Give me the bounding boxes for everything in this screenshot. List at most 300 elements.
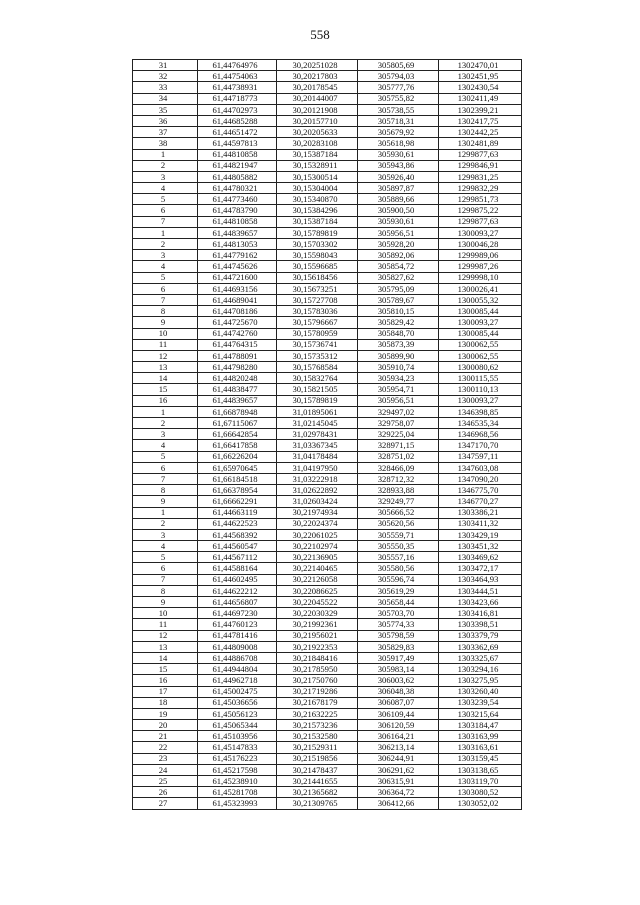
y-coordinate-cell: 1299831,25	[439, 171, 522, 182]
point-number-cell: 3	[133, 529, 198, 540]
table-row	[133, 272, 522, 283]
point-number-cell: 7	[133, 473, 198, 484]
table-row	[133, 71, 522, 82]
y-coordinate-cell: 1300093,27	[439, 227, 522, 238]
latitude-cell: 61,44764976	[198, 60, 277, 71]
table-row	[133, 641, 522, 652]
longitude-cell: 30,22136905	[277, 552, 358, 563]
longitude-cell: 30,15821505	[277, 384, 358, 395]
x-coordinate-cell: 305738,55	[358, 104, 439, 115]
point-number-cell: 33	[133, 82, 198, 93]
latitude-cell: 61,44773460	[198, 194, 277, 205]
x-coordinate-cell: 305954,71	[358, 384, 439, 395]
table-row	[133, 149, 522, 160]
point-number-cell: 5	[133, 451, 198, 462]
table-row	[133, 328, 522, 339]
table-row	[133, 239, 522, 250]
latitude-cell: 61,44779162	[198, 250, 277, 261]
point-number-cell: 2	[133, 239, 198, 250]
latitude-cell: 61,44838477	[198, 384, 277, 395]
longitude-cell: 30,15598043	[277, 250, 358, 261]
y-coordinate-cell: 1300046,28	[439, 239, 522, 250]
x-coordinate-cell: 305892,06	[358, 250, 439, 261]
point-number-cell: 25	[133, 776, 198, 787]
table-row	[133, 485, 522, 496]
latitude-cell: 61,44781416	[198, 630, 277, 641]
x-coordinate-cell: 306244,91	[358, 753, 439, 764]
longitude-cell: 30,15789819	[277, 227, 358, 238]
coordinates-table	[132, 59, 522, 810]
point-number-cell: 13	[133, 641, 198, 652]
longitude-cell: 30,15783036	[277, 306, 358, 317]
latitude-cell: 61,44588164	[198, 563, 277, 574]
point-number-cell: 4	[133, 261, 198, 272]
page-number: 558	[310, 27, 330, 42]
latitude-cell: 61,44813053	[198, 239, 277, 250]
table-row	[133, 362, 522, 373]
x-coordinate-cell: 305679,92	[358, 127, 439, 138]
y-coordinate-cell: 1347170,70	[439, 440, 522, 451]
table-row	[133, 216, 522, 227]
y-coordinate-cell: 1300080,62	[439, 362, 522, 373]
y-coordinate-cell: 1303080,52	[439, 787, 522, 798]
x-coordinate-cell: 305848,70	[358, 328, 439, 339]
latitude-cell: 61,44702973	[198, 104, 277, 115]
table-row	[133, 261, 522, 272]
latitude-cell: 61,44839657	[198, 395, 277, 406]
y-coordinate-cell: 1302399,21	[439, 104, 522, 115]
x-coordinate-cell: 305794,03	[358, 71, 439, 82]
y-coordinate-cell: 1300085,44	[439, 306, 522, 317]
x-coordinate-cell: 305810,15	[358, 306, 439, 317]
table-row	[133, 585, 522, 596]
latitude-cell: 61,44886708	[198, 652, 277, 663]
longitude-cell: 30,22140465	[277, 563, 358, 574]
latitude-cell: 61,45176223	[198, 753, 277, 764]
coordinates-table-body	[133, 60, 522, 810]
table-row	[133, 93, 522, 104]
table-row	[133, 283, 522, 294]
table-row	[133, 708, 522, 719]
y-coordinate-cell: 1346968,56	[439, 429, 522, 440]
latitude-cell: 61,44809008	[198, 641, 277, 652]
latitude-cell: 61,44810858	[198, 216, 277, 227]
table-row	[133, 742, 522, 753]
longitude-cell: 31,02603424	[277, 496, 358, 507]
latitude-cell: 61,44718773	[198, 93, 277, 104]
longitude-cell: 30,21519856	[277, 753, 358, 764]
x-coordinate-cell: 305798,59	[358, 630, 439, 641]
x-coordinate-cell: 305910,74	[358, 362, 439, 373]
y-coordinate-cell: 1303184,47	[439, 720, 522, 731]
point-number-cell: 8	[133, 485, 198, 496]
y-coordinate-cell: 1303362,69	[439, 641, 522, 652]
point-number-cell: 14	[133, 652, 198, 663]
point-number-cell: 14	[133, 373, 198, 384]
y-coordinate-cell: 1299832,29	[439, 183, 522, 194]
table-row	[133, 776, 522, 787]
y-coordinate-cell: 1303138,65	[439, 764, 522, 775]
point-number-cell: 20	[133, 720, 198, 731]
latitude-cell: 61,45002475	[198, 686, 277, 697]
x-coordinate-cell: 305829,42	[358, 317, 439, 328]
latitude-cell: 61,44760123	[198, 619, 277, 630]
table-row	[133, 619, 522, 630]
longitude-cell: 30,21719286	[277, 686, 358, 697]
longitude-cell: 30,15789819	[277, 395, 358, 406]
y-coordinate-cell: 1300093,27	[439, 317, 522, 328]
table-row	[133, 127, 522, 138]
longitude-cell: 30,21529311	[277, 742, 358, 753]
point-number-cell: 36	[133, 115, 198, 126]
latitude-cell: 61,44962718	[198, 675, 277, 686]
latitude-cell: 61,66878948	[198, 406, 277, 417]
latitude-cell: 61,45103956	[198, 731, 277, 742]
longitude-cell: 30,15596685	[277, 261, 358, 272]
latitude-cell: 61,44742760	[198, 328, 277, 339]
y-coordinate-cell: 1300110,13	[439, 384, 522, 395]
longitude-cell: 30,15328911	[277, 160, 358, 171]
latitude-cell: 61,45323993	[198, 798, 277, 809]
y-coordinate-cell: 1347597,11	[439, 451, 522, 462]
longitude-cell: 30,21441655	[277, 776, 358, 787]
table-row	[133, 384, 522, 395]
latitude-cell: 61,44689041	[198, 294, 277, 305]
latitude-cell: 61,44783790	[198, 205, 277, 216]
y-coordinate-cell: 1303159,45	[439, 753, 522, 764]
y-coordinate-cell: 1303444,51	[439, 585, 522, 596]
x-coordinate-cell: 305789,67	[358, 294, 439, 305]
point-number-cell: 16	[133, 395, 198, 406]
point-number-cell: 11	[133, 339, 198, 350]
table-row	[133, 787, 522, 798]
y-coordinate-cell: 1299877,63	[439, 216, 522, 227]
point-number-cell: 3	[133, 250, 198, 261]
latitude-cell: 61,44622523	[198, 518, 277, 529]
table-row	[133, 720, 522, 731]
latitude-cell: 61,45217598	[198, 764, 277, 775]
point-number-cell: 7	[133, 574, 198, 585]
table-row	[133, 563, 522, 574]
point-number-cell: 17	[133, 686, 198, 697]
x-coordinate-cell: 305618,98	[358, 138, 439, 149]
latitude-cell: 61,66378954	[198, 485, 277, 496]
point-number-cell: 1	[133, 406, 198, 417]
point-number-cell: 12	[133, 630, 198, 641]
point-number-cell: 37	[133, 127, 198, 138]
latitude-cell: 61,66226204	[198, 451, 277, 462]
longitude-cell: 30,15735312	[277, 350, 358, 361]
y-coordinate-cell: 1299875,22	[439, 205, 522, 216]
latitude-cell: 61,45147833	[198, 742, 277, 753]
latitude-cell: 61,45281708	[198, 787, 277, 798]
table-row	[133, 395, 522, 406]
table-row	[133, 115, 522, 126]
latitude-cell: 61,66642854	[198, 429, 277, 440]
longitude-cell: 30,20205633	[277, 127, 358, 138]
table-row	[133, 507, 522, 518]
longitude-cell: 30,20251028	[277, 60, 358, 71]
point-number-cell: 26	[133, 787, 198, 798]
x-coordinate-cell: 305956,51	[358, 227, 439, 238]
table-row	[133, 406, 522, 417]
y-coordinate-cell: 1300085,44	[439, 328, 522, 339]
longitude-cell: 30,22024374	[277, 518, 358, 529]
point-number-cell: 18	[133, 697, 198, 708]
latitude-cell: 61,44810858	[198, 149, 277, 160]
x-coordinate-cell: 306164,21	[358, 731, 439, 742]
point-number-cell: 8	[133, 585, 198, 596]
point-number-cell: 9	[133, 597, 198, 608]
longitude-cell: 30,20144007	[277, 93, 358, 104]
y-coordinate-cell: 1303260,40	[439, 686, 522, 697]
point-number-cell: 12	[133, 350, 198, 361]
x-coordinate-cell: 306291,62	[358, 764, 439, 775]
x-coordinate-cell: 305930,61	[358, 149, 439, 160]
x-coordinate-cell: 305827,62	[358, 272, 439, 283]
x-coordinate-cell: 305829,83	[358, 641, 439, 652]
latitude-cell: 61,44725670	[198, 317, 277, 328]
latitude-cell: 61,45238910	[198, 776, 277, 787]
y-coordinate-cell: 1299846,91	[439, 160, 522, 171]
y-coordinate-cell: 1302470,01	[439, 60, 522, 71]
point-number-cell: 38	[133, 138, 198, 149]
x-coordinate-cell: 306412,66	[358, 798, 439, 809]
table-row	[133, 350, 522, 361]
latitude-cell: 61,44798280	[198, 362, 277, 373]
y-coordinate-cell: 1303294,16	[439, 664, 522, 675]
x-coordinate-cell: 328466,09	[358, 462, 439, 473]
point-number-cell: 31	[133, 60, 198, 71]
latitude-cell: 61,44663119	[198, 507, 277, 518]
longitude-cell: 30,15340870	[277, 194, 358, 205]
point-number-cell: 1	[133, 149, 198, 160]
longitude-cell: 30,21750760	[277, 675, 358, 686]
longitude-cell: 30,21678179	[277, 697, 358, 708]
x-coordinate-cell: 305666,52	[358, 507, 439, 518]
table-row	[133, 183, 522, 194]
longitude-cell: 30,15796667	[277, 317, 358, 328]
x-coordinate-cell: 329497,02	[358, 406, 439, 417]
table-row	[133, 664, 522, 675]
longitude-cell: 30,21632225	[277, 708, 358, 719]
x-coordinate-cell: 306213,14	[358, 742, 439, 753]
x-coordinate-cell: 329225,04	[358, 429, 439, 440]
point-number-cell: 2	[133, 518, 198, 529]
latitude-cell: 61,44568392	[198, 529, 277, 540]
y-coordinate-cell: 1303423,66	[439, 597, 522, 608]
longitude-cell: 30,15703302	[277, 239, 358, 250]
longitude-cell: 30,15736741	[277, 339, 358, 350]
x-coordinate-cell: 305899,90	[358, 350, 439, 361]
x-coordinate-cell: 306003,62	[358, 675, 439, 686]
latitude-cell: 61,67115067	[198, 418, 277, 429]
y-coordinate-cell: 1303469,62	[439, 552, 522, 563]
table-row	[133, 373, 522, 384]
latitude-cell: 61,44721600	[198, 272, 277, 283]
y-coordinate-cell: 1299877,63	[439, 149, 522, 160]
longitude-cell: 30,15673251	[277, 283, 358, 294]
y-coordinate-cell: 1303464,93	[439, 574, 522, 585]
y-coordinate-cell: 1300062,55	[439, 339, 522, 350]
longitude-cell: 30,22102974	[277, 541, 358, 552]
table-row	[133, 339, 522, 350]
y-coordinate-cell: 1303429,19	[439, 529, 522, 540]
point-number-cell: 10	[133, 328, 198, 339]
longitude-cell: 31,04178484	[277, 451, 358, 462]
longitude-cell: 31,04197950	[277, 462, 358, 473]
y-coordinate-cell: 1303386,21	[439, 507, 522, 518]
y-coordinate-cell: 1347090,20	[439, 473, 522, 484]
latitude-cell: 61,66184518	[198, 473, 277, 484]
table-row	[133, 418, 522, 429]
longitude-cell: 30,15384296	[277, 205, 358, 216]
table-row	[133, 518, 522, 529]
y-coordinate-cell: 1303119,70	[439, 776, 522, 787]
table-row	[133, 496, 522, 507]
table-row	[133, 194, 522, 205]
x-coordinate-cell: 305755,82	[358, 93, 439, 104]
table-row	[133, 552, 522, 563]
longitude-cell: 30,22045522	[277, 597, 358, 608]
table-row	[133, 82, 522, 93]
point-number-cell: 5	[133, 272, 198, 283]
point-number-cell: 15	[133, 664, 198, 675]
y-coordinate-cell: 1346775,70	[439, 485, 522, 496]
longitude-cell: 30,20217803	[277, 71, 358, 82]
table-row	[133, 686, 522, 697]
longitude-cell: 30,15832764	[277, 373, 358, 384]
longitude-cell: 30,20178545	[277, 82, 358, 93]
latitude-cell: 61,66417858	[198, 440, 277, 451]
x-coordinate-cell: 305934,23	[358, 373, 439, 384]
y-coordinate-cell: 1346535,34	[439, 418, 522, 429]
y-coordinate-cell: 1300055,32	[439, 294, 522, 305]
y-coordinate-cell: 1302451,95	[439, 71, 522, 82]
longitude-cell: 30,15768584	[277, 362, 358, 373]
longitude-cell: 30,21365682	[277, 787, 358, 798]
point-number-cell: 15	[133, 384, 198, 395]
x-coordinate-cell: 306364,72	[358, 787, 439, 798]
y-coordinate-cell: 1303052,02	[439, 798, 522, 809]
y-coordinate-cell: 1302411,49	[439, 93, 522, 104]
latitude-cell: 61,44821947	[198, 160, 277, 171]
x-coordinate-cell: 305620,56	[358, 518, 439, 529]
point-number-cell: 3	[133, 171, 198, 182]
longitude-cell: 30,21848416	[277, 652, 358, 663]
longitude-cell: 30,21922353	[277, 641, 358, 652]
latitude-cell: 61,45065344	[198, 720, 277, 731]
longitude-cell: 30,21956021	[277, 630, 358, 641]
point-number-cell: 24	[133, 764, 198, 775]
table-row	[133, 205, 522, 216]
x-coordinate-cell: 305777,76	[358, 82, 439, 93]
longitude-cell: 30,15780959	[277, 328, 358, 339]
y-coordinate-cell: 1303416,81	[439, 608, 522, 619]
latitude-cell: 61,44693156	[198, 283, 277, 294]
latitude-cell: 61,44602495	[198, 574, 277, 585]
x-coordinate-cell: 305930,61	[358, 216, 439, 227]
longitude-cell: 30,22086625	[277, 585, 358, 596]
point-number-cell: 22	[133, 742, 198, 753]
x-coordinate-cell: 305658,44	[358, 597, 439, 608]
point-number-cell: 2	[133, 418, 198, 429]
latitude-cell: 61,44839657	[198, 227, 277, 238]
y-coordinate-cell: 1303163,61	[439, 742, 522, 753]
x-coordinate-cell: 306048,38	[358, 686, 439, 697]
latitude-cell: 61,44820248	[198, 373, 277, 384]
longitude-cell: 31,03222918	[277, 473, 358, 484]
latitude-cell: 61,44697230	[198, 608, 277, 619]
x-coordinate-cell: 305580,56	[358, 563, 439, 574]
longitude-cell: 30,21974934	[277, 507, 358, 518]
table-row	[133, 731, 522, 742]
y-coordinate-cell: 1300062,55	[439, 350, 522, 361]
point-number-cell: 2	[133, 160, 198, 171]
longitude-cell: 31,02978431	[277, 429, 358, 440]
x-coordinate-cell: 305873,39	[358, 339, 439, 350]
y-coordinate-cell: 1299987,26	[439, 261, 522, 272]
table-row	[133, 60, 522, 71]
x-coordinate-cell: 305917,49	[358, 652, 439, 663]
table-row	[133, 630, 522, 641]
longitude-cell: 30,22061025	[277, 529, 358, 540]
x-coordinate-cell: 328933,88	[358, 485, 439, 496]
longitude-cell: 30,15387184	[277, 149, 358, 160]
y-coordinate-cell: 1303411,32	[439, 518, 522, 529]
x-coordinate-cell: 305983,14	[358, 664, 439, 675]
point-number-cell: 7	[133, 294, 198, 305]
point-number-cell: 6	[133, 283, 198, 294]
point-number-cell: 7	[133, 216, 198, 227]
longitude-cell: 30,20157710	[277, 115, 358, 126]
longitude-cell: 31,03367345	[277, 440, 358, 451]
latitude-cell: 61,44708186	[198, 306, 277, 317]
point-number-cell: 4	[133, 541, 198, 552]
x-coordinate-cell: 305897,87	[358, 183, 439, 194]
point-number-cell: 16	[133, 675, 198, 686]
y-coordinate-cell: 1303163,99	[439, 731, 522, 742]
latitude-cell: 61,44738931	[198, 82, 277, 93]
point-number-cell: 10	[133, 608, 198, 619]
x-coordinate-cell: 305928,20	[358, 239, 439, 250]
point-number-cell: 32	[133, 71, 198, 82]
point-number-cell: 23	[133, 753, 198, 764]
x-coordinate-cell: 328971,15	[358, 440, 439, 451]
x-coordinate-cell: 305596,74	[358, 574, 439, 585]
latitude-cell: 61,44651472	[198, 127, 277, 138]
point-number-cell: 9	[133, 496, 198, 507]
longitude-cell: 31,02622892	[277, 485, 358, 496]
table-row	[133, 171, 522, 182]
x-coordinate-cell: 305559,71	[358, 529, 439, 540]
x-coordinate-cell: 305795,09	[358, 283, 439, 294]
table-row	[133, 227, 522, 238]
x-coordinate-cell: 305550,35	[358, 541, 439, 552]
y-coordinate-cell: 1300115,55	[439, 373, 522, 384]
table-row	[133, 753, 522, 764]
x-coordinate-cell: 306109,44	[358, 708, 439, 719]
table-row	[133, 440, 522, 451]
y-coordinate-cell: 1299998,10	[439, 272, 522, 283]
point-number-cell: 6	[133, 462, 198, 473]
latitude-cell: 61,45056123	[198, 708, 277, 719]
latitude-cell: 61,66662291	[198, 496, 277, 507]
table-row	[133, 529, 522, 540]
latitude-cell: 61,44754063	[198, 71, 277, 82]
longitude-cell: 30,21532580	[277, 731, 358, 742]
point-number-cell: 27	[133, 798, 198, 809]
